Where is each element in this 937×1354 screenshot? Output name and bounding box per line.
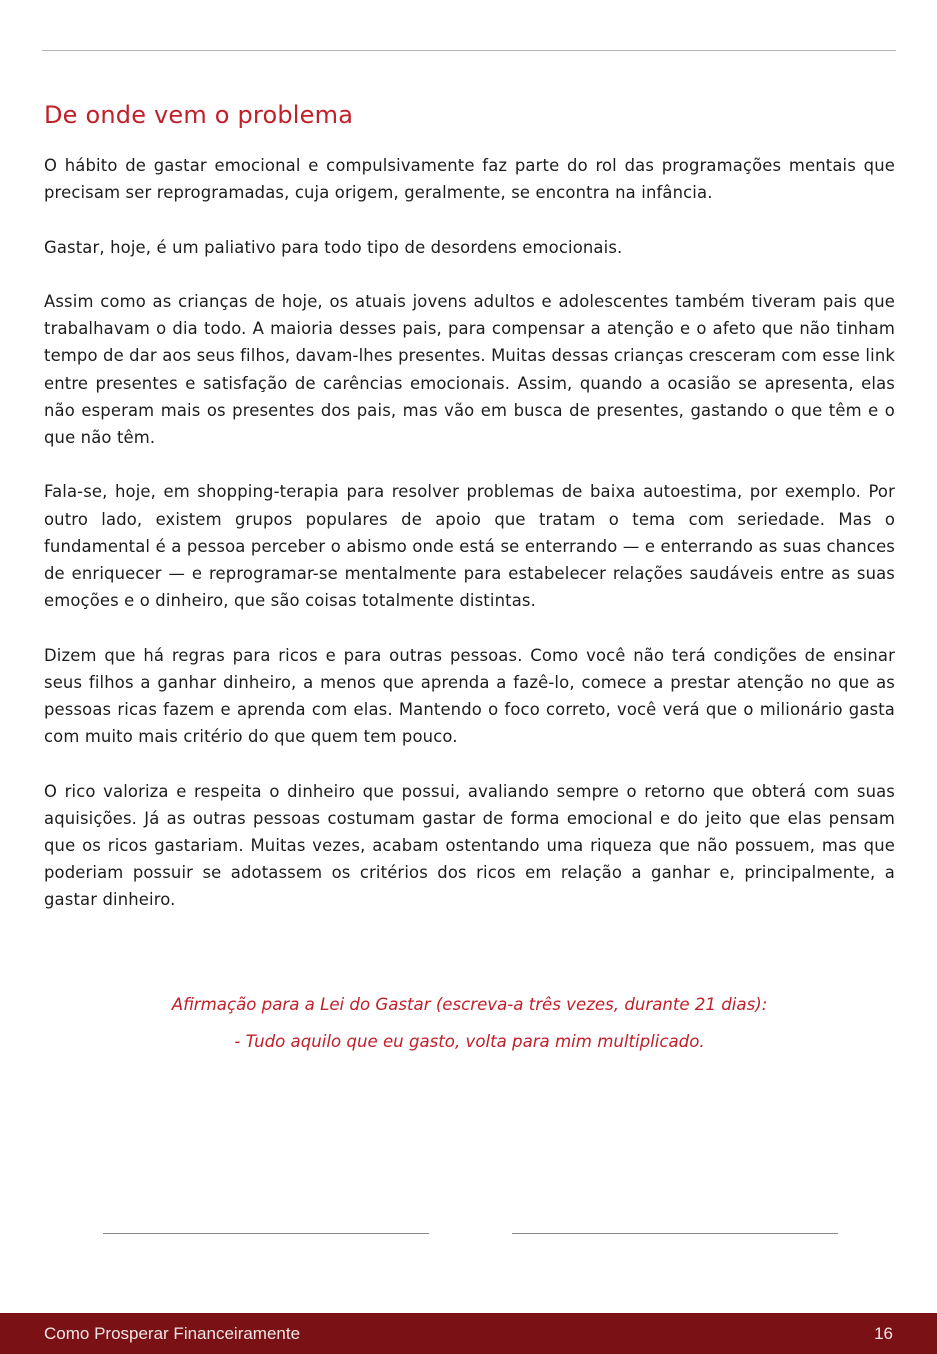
header-divider xyxy=(42,50,896,51)
paragraph: Gastar, hoje, é um paliativo para todo tipo de desordens emocionais. xyxy=(44,237,623,257)
paragraph: Assim como as crianças de hoje, os atuais jovens adultos e adolescentes também tiveram pais que trabalhavam o dia todo. A maioria desses pais, para compensar a atenção e o afeto que não tinham tempo de dar aos seus filhos, davam-lhes presentes. Muitas dessas crianças cresceram com esse link entre presentes e satisfação de carências emocionais. Assim, quando a ocasião se apresenta, elas não esperam mais os presentes dos pais, mas vão em busca de presentes, gastando o que têm e o que não têm. xyxy=(44,291,895,447)
paragraph: O hábito de gastar emocional e compulsivamente faz parte do rol das programações mentais que precisam ser reprogramadas, cuja origem, geralmente, se encontra na infância. xyxy=(44,156,895,203)
paragraph: Dizem que há regras para ricos e para outras pessoas. Como você não terá condições de ensinar seus filhos a ganhar dinheiro, a menos que aprenda a fazê-lo, comece a prestar atenção no que as pessoas ricas fazem e aprenda com elas. Mantendo o foco correto, você verá que o milionário gasta com muito mais critério do que quem tem pouco. xyxy=(44,645,895,747)
section-title: De onde vem o problema xyxy=(44,101,354,129)
footer-book-title: Como Prosperar Financeiramente xyxy=(44,1324,301,1343)
writing-line-left xyxy=(103,1233,429,1234)
body-text xyxy=(44,152,895,941)
paragraph: O rico valoriza e respeita o dinheiro que possui, avaliando sempre o retorno que obterá com suas aquisições. Já as outras pessoas costumam gastar de forma emocional e do jeito que elas pensam que os ricos gastariam. Muitas vezes, acabam ostentando uma riqueza que não possuem, mas que poderiam possuir se adotassem os critérios dos ricos em relação a ganhar e, principalmente, a gastar dinheiro. xyxy=(44,781,895,910)
writing-line-right xyxy=(512,1233,838,1234)
affirmation-instruction: Afirmação para a Lei do Gastar (escreva-a três vezes, durante 21 dias): xyxy=(171,995,768,1014)
page-footer xyxy=(0,1313,937,1354)
page-number: 16 xyxy=(874,1324,893,1343)
affirmation-statement: - Tudo aquilo que eu gasto, volta para mim multiplicado. xyxy=(234,1032,705,1051)
paragraph: Fala-se, hoje, em shopping-terapia para resolver problemas de baixa autoestima, por exemplo. Por outro lado, existem grupos populares de apoio que tratam o tema com seriedade. Mas o fundamental é a pessoa perceber o abismo onde está se enterrando — e enterrando as suas chances de enriquecer — e reprogramar-se mentalmente para estabelecer relações saudáveis entre as suas emoções e o dinheiro, que são coisas totalmente distintas. xyxy=(44,482,895,611)
